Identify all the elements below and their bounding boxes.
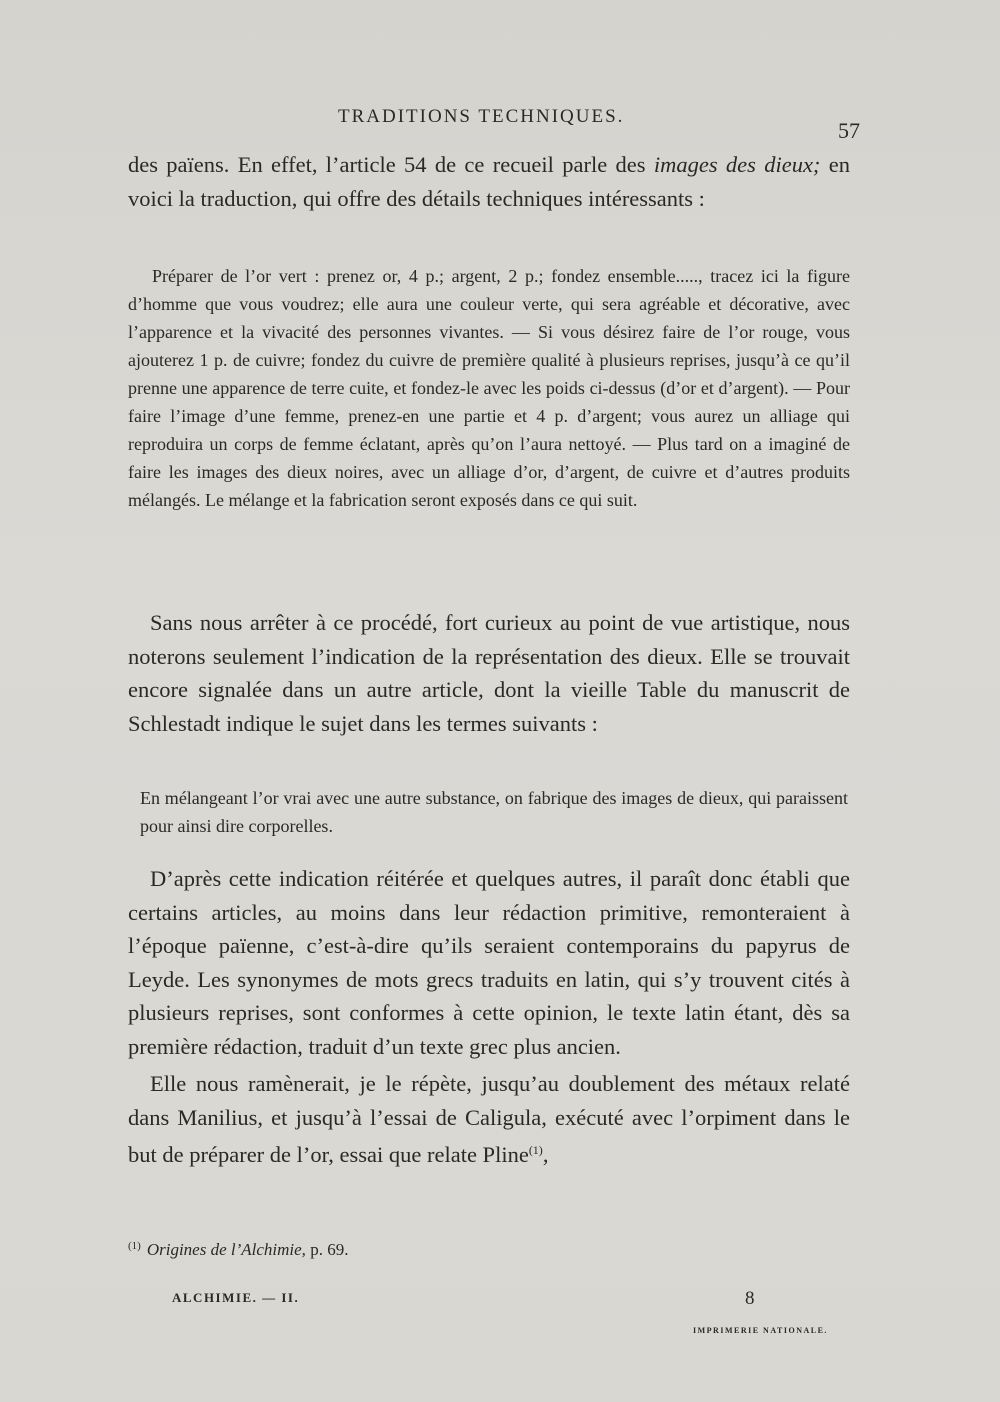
quotation-table-text: En mélangeant l’or vrai avec une autre substance, on fabrique des images de dieux, qui paraissent pour ainsi dire corporelles. [140, 788, 848, 836]
printer-imprint: IMPRIMERIE NATIONALE. [693, 1326, 828, 1335]
intro-text-end: en voici la traduction, qui offre des détails techniques intéressants : [128, 152, 850, 211]
page-number: 57 [838, 118, 860, 143]
quotation-table [140, 784, 848, 840]
paragraph-procedure-text: Sans nous arrêter à ce procédé, fort curieux au point de vue artistique, nous noterons seulement l’indication de la représentation des dieux. Elle se trouvait encore signalée dans un autre article, dont la vieille Table du manuscrit de Schlestadt indique le sujet dans les termes suivants : [128, 610, 850, 736]
paragraph-conclusion-text: D’après cette indication réitérée et quelques autres, il paraît donc établi que certains articles, au moins dans leur rédaction primitive, remonteraient à l’époque païenne, c’est-à-dire qu’ils seraient contemporains du papyrus de Leyde. Les synonymes de mots grecs traduits en latin, qui s’y trouvent cités à plusieurs reprises, sont conformes à cette opinion, le texte latin étant, dès sa première rédaction, traduit d’un texte grec plus ancien. [128, 866, 850, 1059]
footnote-title: Origines de l’Alchimie, [146, 1240, 306, 1259]
paragraph-procedure [128, 606, 850, 740]
running-title: TRADITIONS TECHNIQUES. [338, 106, 625, 127]
intro-italic-phrase: images des dieux; [653, 152, 821, 177]
paragraph-intro [128, 148, 850, 215]
paragraph-caligula [128, 1067, 850, 1172]
quotation-recipe-text: Préparer de l’or vert : prenez or, 4 p.; argent, 2 p.; fondez ensemble....., tracez ici la figure d’homme que vous voudrez; elle aura une couleur verte, qui sera agréable et décorative, avec l’apparence et la vivacité des personnes vivantes. — Si vous désirez faire de l’or rouge, vous ajouterez 1 p. de cuivre; fondez du cuivre de première qualité à plusieurs reprises, jusqu’à ce qu’il prenne une apparence de terre cuite, et fondez-le avec les poids ci-dessus (d’or et d’argent). — Pour faire l’image d’une femme, prenez-en une partie et 4 p. d’argent; vous aurez un alliage qui reproduira un corps de femme éclatant, après qu’on l’aura nettoyé. — Plus tard on a imaginé de faire les images des dieux noires, avec un alliage d’or, d’argent, de cuivre et d’autres produits mélangés. Le mélange et la fabrication seront exposés dans ce qui suit. [128, 266, 850, 510]
footnote [128, 1240, 348, 1260]
paragraph-caligula-text: Elle nous ramènerait, je le répète, jusqu’au doublement des métaux relaté dans Manilius, et jusqu’à l’essai de Caligula, exécuté avec l’orpiment dans le but de préparer de l’or, essai que relate Pline [128, 1071, 850, 1167]
footnote-page: p. 69. [305, 1240, 349, 1259]
signature-line: ALCHIMIE. — II. [172, 1290, 300, 1305]
paragraph-conclusion [128, 862, 850, 1172]
sheet-number: 8 [745, 1288, 755, 1309]
footnote-marker: (1) [128, 1240, 141, 1252]
footnote-reference[interactable]: (1) [528, 1143, 543, 1157]
intro-text-start: des païens. En effet, l’article 54 de ce recueil parle des [128, 152, 654, 177]
paragraph-caligula-end: , [542, 1142, 549, 1167]
quotation-recipe [128, 262, 850, 514]
